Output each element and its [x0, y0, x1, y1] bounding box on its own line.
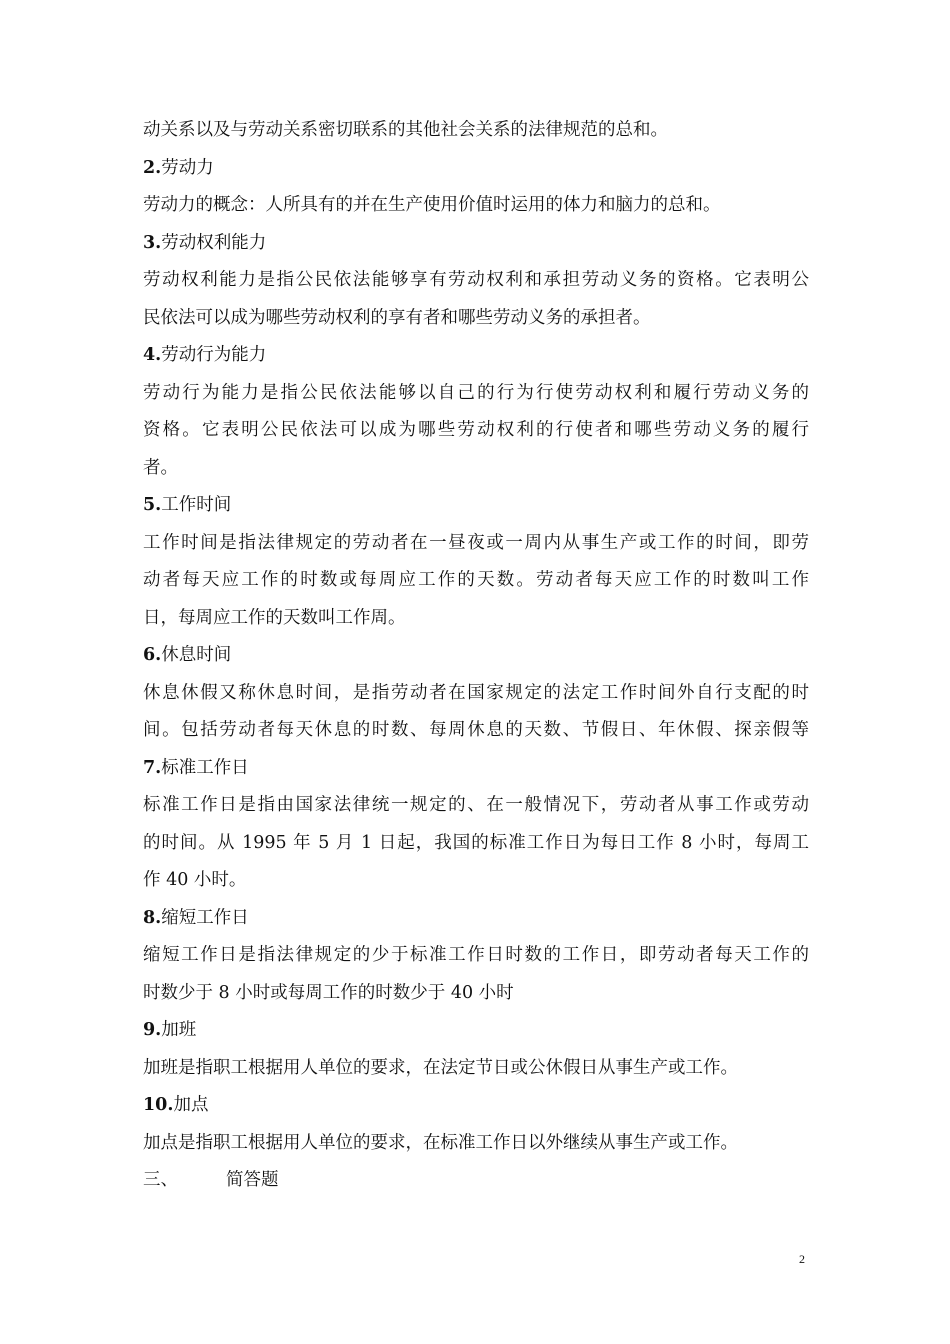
term-heading	[143, 1012, 809, 1050]
term-number: 3.	[143, 232, 162, 253]
term-number: 2.	[143, 157, 162, 178]
paragraph-line: 工作时间是指法律规定的劳动者在一昼夜或一周内从事生产或工作的时间，即劳	[143, 532, 809, 553]
term-title: 标准工作日	[161, 757, 249, 778]
term-heading	[143, 487, 809, 525]
paragraph-line: 动者每天应工作的时数或每周应工作的天数。劳动者每天应工作的时数叫工作	[143, 570, 809, 590]
paragraph-line: 劳动权利能力是指公民依法能够享有劳动权利和承担劳动义务的资格。它表明公	[143, 270, 809, 290]
paragraph-line: 加班是指职工根据用人单位的要求，在法定节日或公休假日从事生产或工作。	[143, 1057, 738, 1078]
paragraph-line: 者。	[143, 457, 178, 478]
paragraph-line: 时数少于 8 小时或每周工作的时数少于 40 小时	[143, 982, 514, 1003]
paragraph-line: 的时间。从 1995 年 5 月 1 日起，我国的标准工作日为每日工作 8 小时，每周工	[143, 832, 809, 853]
paragraph-line: 作 40 小时。	[143, 870, 247, 890]
paragraph-line: 加点是指职工根据用人单位的要求，在标准工作日以外继续从事生产或工作。	[143, 1132, 738, 1153]
section-index: 三、	[143, 1170, 178, 1190]
term-number: 10.	[143, 1095, 174, 1115]
term-number: 9.	[143, 1020, 162, 1040]
term-title: 劳动权利能力	[161, 232, 267, 253]
term-title: 劳动行为能力	[161, 345, 267, 365]
section-title: 简答题	[226, 1170, 279, 1190]
term-title: 休息时间	[161, 645, 232, 665]
term-title: 劳动力	[161, 157, 214, 178]
term-number: 8.	[143, 907, 162, 928]
page-number: 2	[799, 1252, 805, 1266]
term-number: 7.	[143, 757, 162, 778]
paragraph-line: 间。包括劳动者每天休息的时数、每周休息的天数、节假日、年休假、探亲假等	[143, 720, 809, 740]
paragraph-line: 动关系以及与劳动关系密切联系的其他社会关系的法律规范的总和。	[143, 120, 668, 140]
term-number: 6.	[143, 645, 162, 665]
term-heading	[143, 1087, 809, 1125]
term-title: 加点	[173, 1095, 209, 1115]
term-number: 4.	[143, 345, 162, 365]
term-title: 加班	[161, 1020, 197, 1040]
paragraph-line: 日，每周应工作的天数叫工作周。	[143, 607, 406, 628]
paragraph-line: 民依法可以成为哪些劳动权利的享有者和哪些劳动义务的承担者。	[143, 307, 651, 328]
term-heading	[143, 637, 809, 675]
term-number: 5.	[143, 495, 162, 515]
term-title: 缩短工作日	[161, 907, 249, 928]
paragraph-line: 劳动力的概念：人所具有的并在生产使用价值时运用的体力和脑力的总和。	[143, 195, 721, 215]
term-title: 工作时间	[161, 495, 232, 515]
paragraph-line: 资格。它表明公民依法可以成为哪些劳动权利的行使者和哪些劳动义务的履行	[143, 420, 809, 440]
term-heading	[143, 900, 809, 938]
term-heading	[143, 225, 809, 263]
paragraph-line: 休息休假又称休息时间，是指劳动者在国家规定的法定工作时间外自行支配的时	[143, 682, 809, 703]
document-body	[143, 112, 809, 1200]
term-heading	[143, 337, 809, 375]
paragraph-line: 缩短工作日是指法律规定的少于标准工作日时数的工作日，即劳动者每天工作的	[143, 945, 809, 965]
paragraph-line: 标准工作日是指由国家法律统一规定的、在一般情况下，劳动者从事工作或劳动	[143, 795, 809, 815]
section-heading	[143, 1162, 809, 1200]
paragraph-line: 劳动行为能力是指公民依法能够以自己的行为行使劳动权利和履行劳动义务的	[143, 382, 809, 403]
term-heading	[143, 750, 809, 788]
term-heading	[143, 150, 809, 188]
